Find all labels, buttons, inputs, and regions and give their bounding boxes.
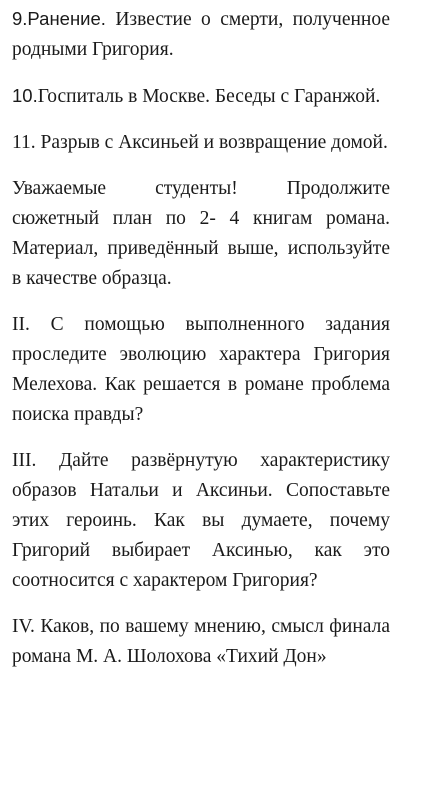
- item-number: 9.Ранение.: [12, 8, 106, 29]
- paragraph-task-4: [12, 612, 390, 672]
- document-page: [12, 4, 390, 688]
- paragraph-task-3: [12, 446, 390, 596]
- paragraph-text: 11. Разрыв с Аксиньей и возвращение домой.: [12, 132, 388, 153]
- item-number: 10.: [12, 85, 38, 106]
- paragraph-text: Госпиталь в Москве. Беседы с Гаранжой.: [37, 86, 381, 107]
- paragraph-item-11: [12, 128, 390, 158]
- paragraph-text: IV. Каков, по вашему мнению, смысл финала романа М. А. Шолохова «Тихий Дон»: [12, 616, 390, 667]
- paragraph-text: III. Дайте развёрнутую характеристику образов Натальи и Аксиньи. Сопоставьте этих героинь. Как вы думаете, почему Григорий выбирает Аксинью, как это соотносится с характером Григория?: [12, 450, 390, 591]
- paragraph-item-9: [12, 4, 390, 65]
- paragraph-item-10: [12, 81, 390, 112]
- paragraph-task-2: [12, 310, 390, 430]
- paragraph-text: Известие о смерти, полученное родными Григория.: [12, 9, 390, 60]
- paragraph-text: II. С помощью выполненного задания проследите эволюцию характера Григория Мелехова. Как решается в романе проблема поиска правды?: [12, 314, 390, 425]
- paragraph-instructions: [12, 174, 390, 294]
- paragraph-text: Уважаемые студенты! Продолжите сюжетный план по 2- 4 книгам романа. Материал, приведённый выше, используйте в качестве образца.: [12, 178, 390, 289]
